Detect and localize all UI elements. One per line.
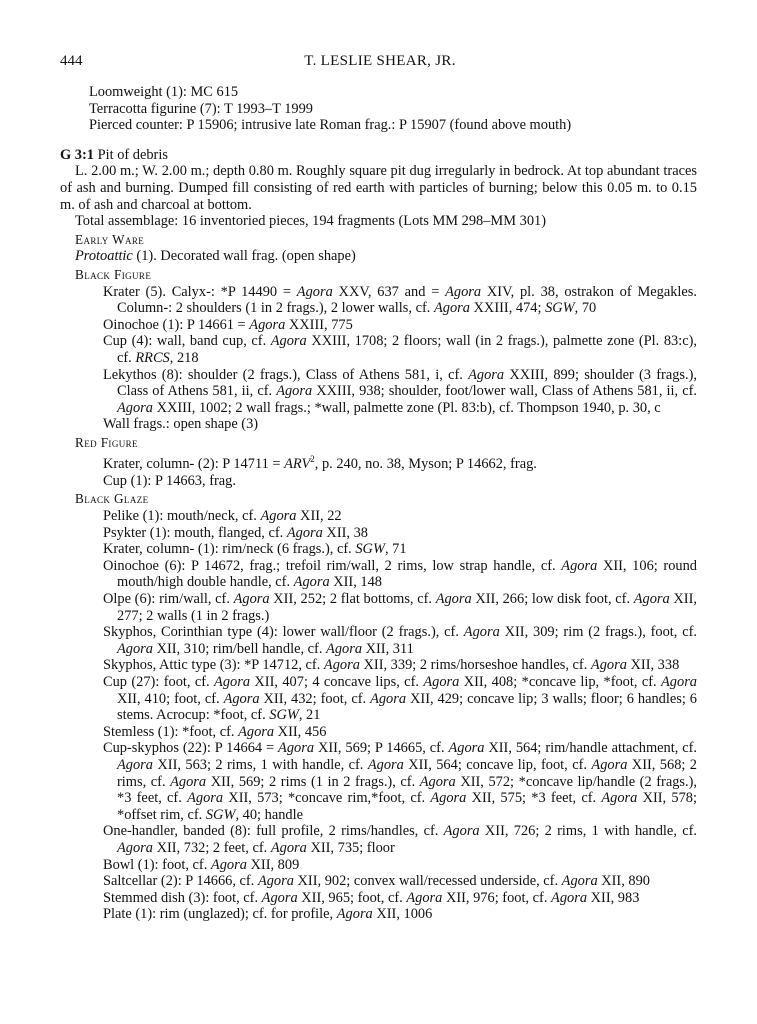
list-item: Protoattic (1). Decorated wall frag. (open shape) [75,248,356,265]
running-head: T. LESLIE SHEAR, JR. [304,53,456,69]
list-item: Terracotta figurine (7): T 1993–T 1999 [89,100,313,117]
red-figure-list [75,451,697,489]
entry-item: Cup (4): wall, band cup, cf. Agora XXIII, 1708; 2 floors; wall (in 2 frags.), palmette zone (Pl. 83:c), cf. RRCS, 218 [103,333,697,366]
entry-item: Pelike (1): mouth/neck, cf. Agora XII, 22 [103,508,342,525]
entry-item: Skyphos, Corinthian type (4): lower wall/floor (2 frags.), cf. Agora XII, 309; rim (2 frags.), foot, cf. Agora XII, 310; rim/bell handle, cf. Agora XII, 311 [103,624,698,657]
entry-item: Oinochoe (6): P 14672, frag.; trefoil rim/wall, 2 rims, low strap handle, cf. Agora XII, 106; round mouth/high double handle, cf. Agora XII, 148 [103,557,697,591]
category-heading: Black Figure [75,266,152,282]
deposit-description: L. 2.00 m.; W. 2.00 m.; depth 0.80 m. Roughly square pit dug irregularly in bedrock. At top abundant traces of ash and burning. Dumped fill consisting of red earth with particles of burning; below this 0.05 m. to 0.15 m. of ash and charcoal at bottom. [60,163,697,213]
entry-item: Krater, column- (1): rim/neck (6 frags.), cf. SGW, 71 [103,541,407,558]
page-body [60,84,698,923]
page-header [60,53,700,73]
category-heading: Early Ware [75,231,145,247]
entry-item: Stemless (1): *foot, cf. Agora XII, 456 [103,723,327,740]
entry-item: Krater (5). Calyx-: *P 14490 = Agora XXV, 637 and = Agora XIV, pl. 38, ostrakon of Megakles. Column-: 2 shoulders (1 in 2 frags.), 2 lower walls, cf. Agora XXIII, 474; SGW, 70 [103,283,698,317]
entry-item: Skyphos, Attic type (3): *P 14712, cf. Agora XII, 339; 2 rims/horseshoe handles, cf. Agora XII, 338 [103,657,680,674]
entry-item: Cup (1): P 14663, frag. [103,472,236,489]
entry-item: Saltcellar (2): P 14666, cf. Agora XII, 902; convex wall/recessed underside, cf. Agora XII, 890 [103,873,650,890]
entry-item: Wall frags.: open shape (3) [103,416,259,433]
entry-item: Psykter (1): mouth, flanged, cf. Agora XII, 38 [103,524,368,541]
entry-item: Olpe (6): rim/wall, cf. Agora XII, 252; 2 flat bottoms, cf. Agora XII, 266; low disk foot, cf. Agora XII, 277; 2 walls (1 in 2 frags.) [103,591,697,624]
entry-item: Lekythos (8): shoulder (2 frags.), Class of Athens 581, i, cf. Agora XXIII, 899; shoulder (3 frags.), Class of Athens 581, ii, cf. Agora XXIII, 938; shoulder, foot/lower wall, Class of Athens 581, ii, cf. Agora XXIII, 1002; 2 wall frags.; *wall, palmette zone (Pl. 83:b), cf. Thompson 1940, p. 30, c [103,366,697,416]
entry-item: Cup-skyphos (22): P 14664 = Agora XII, 569; P 14665, cf. Agora XII, 564; rim/handle attachment, cf. Agora XII, 563; 2 rims, 1 with handle, cf. Agora XII, 564; concave lip, foot, cf. Agora XII, 568; 2 rims, cf. Agora XII, 569; 2 rims (1 in 2 frags.), cf. Agora XII, 572; *concave lip/handle (2 frags.), *3 feet, cf. Agora XII, 573; *concave rim,*foot, cf. Agora XII, 575; *3 feet, cf. Agora XII, 578; *offset rim, cf. SGW, 40; handle [103,740,698,823]
list-item: Pierced counter: P 15906; intrusive late Roman frag.: P 15907 (found above mouth) [89,117,572,134]
entry-item: Oinochoe (1): P 14661 = Agora XXIII, 775 [103,316,353,333]
entry-item: Krater, column- (2): P $14711 = ARV^2$, p. 240, no. 38, Myson; P 14662, frag. [103,454,537,473]
deposit-total: Total assemblage: 16 inventoried pieces, 194 fragments (Lots MM 298–MM 301) [75,213,546,230]
black-glaze-list [75,508,697,923]
category-heading: Red Figure [75,434,138,450]
list-item: Loomweight (1): MC 615 [89,84,239,100]
deposit-heading [60,147,697,164]
deposit-id: G 3:1 [60,146,94,163]
entry-item: One-handler, banded (8): full profile, 2 rims/handles, cf. Agora XII, 726; 2 rims, 1 with handle, cf. Agora XII, 732; 2 feet, cf. Agora XII, 735; floor [103,823,697,856]
entry-item: Bowl (1): foot, cf. Agora XII, 809 [103,856,300,873]
category-heading: Black Glaze [75,491,149,507]
entry-item: Cup (27): foot, cf. Agora XII, 407; 4 concave lips, cf. Agora XII, 408; *concave lip, *foot, cf. Agora XII, 410; foot, cf. Agora XII, 432; foot, cf. Agora XII, 429; concave lip; 3 walls; floor; 6 handles; 6 stems. Acrocup: *foot, cf. SGW, 21 [103,673,698,724]
black-figure-list [75,284,697,433]
page-number: 444 [60,53,83,69]
entry-item: Stemmed dish (3): foot, cf. Agora XII, 965; foot, cf. Agora XII, 976; foot, cf. Agora XII, 983 [103,889,640,906]
entry-item: Plate (1): rim (unglazed); cf. for profile, Agora XII, 1006 [103,906,433,923]
deposit-title: Pit of debris [97,146,168,163]
